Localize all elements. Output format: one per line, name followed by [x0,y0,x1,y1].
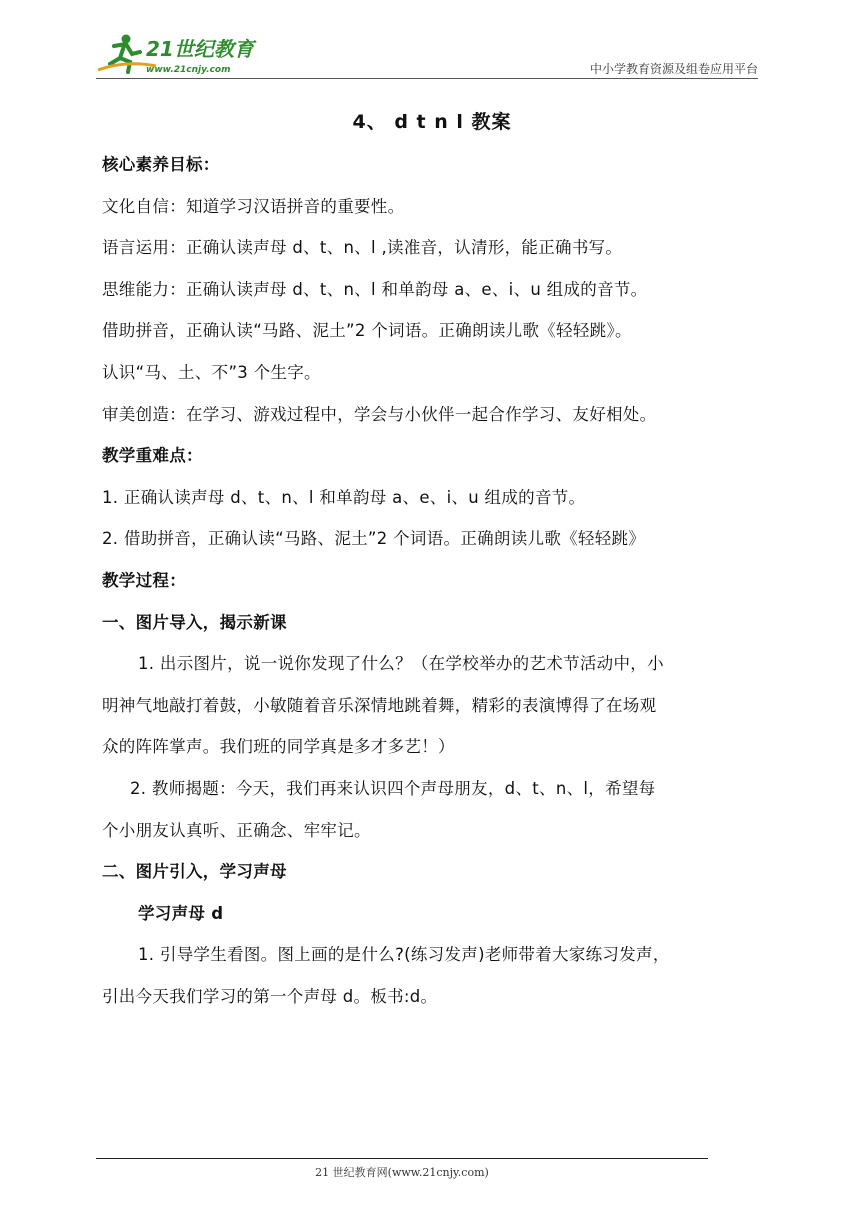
logo [96,30,266,78]
text-line: 文化自信：知道学习汉语拼音的重要性。 [102,196,405,216]
paragraph-list [102,144,762,1017]
logo-text: 21世纪教育 [146,37,254,61]
text-line: 1. 出示图片，说一说你发现了什么？（在学校举办的艺术节活动中，小 [138,654,664,674]
text-line: 二、图片引入，学习声母 [102,862,287,882]
text-line: 认识“马、土、不”3 个生字。 [102,362,321,382]
text-line: 教学重难点： [102,446,203,466]
page-footer: 21 世纪教育网(www.21cnjy.com) [315,1166,489,1179]
text-line: 核心素养目标： [102,155,220,174]
document-body [102,100,762,1017]
text-line: 语言运用：正确认读声母 d、t、n、l ,读准音，认清形，能正确书写。 [102,238,623,258]
text-line: 一、图片导入，揭示新课 [102,612,287,632]
text-line: 2. 教师揭题：今天，我们再来认识四个声母朋友，d、t、n、l，希望每 [130,778,656,798]
text-line: 2. 借助拼音，正确认读“马路、泥土”2 个词语。正确朗读儿歌《轻轻跳》 [102,529,646,549]
text-line: 个小朋友认真听、正确念、牢牢记。 [102,820,371,840]
text-line: 1. 正确认读声母 d、t、n、l 和单韵母 a、e、i、u 组成的音节。 [102,487,586,507]
text-line: 审美创造：在学习、游戏过程中，学会与小伙伴一起合作学习、友好相处。 [102,404,657,424]
text-line: 引出今天我们学习的第一个声母 d。板书:d。 [102,986,438,1006]
text-line: 学习声母 d [138,903,224,923]
page-header [96,30,758,82]
footer-divider [96,1158,708,1159]
header-platform-text: 中小学教育资源及组卷应用平台 [589,62,758,76]
text-line: 借助拼音，正确认读“马路、泥土”2 个词语。正确朗读儿歌《轻轻跳》。 [102,321,632,341]
text-line: 明神气地敲打着鼓，小敏随着音乐深情地跳着舞，精彩的表演博得了在场观 [102,695,657,715]
text-line: 教学过程： [102,570,186,590]
logo-url: www.21cnjy.com [146,65,231,75]
text-line: 1. 引导学生看图。图上画的是什么?(练习发声)老师带着大家练习发声， [138,945,670,965]
header-divider [96,78,758,79]
text-line: 思维能力：正确认读声母 d、t、n、l 和单韵母 a、e、i、u 组成的音节。 [102,279,648,299]
document-title: 4、 d t n l 教案 [352,111,512,133]
text-line: 众的阵阵掌声。我们班的同学真是多才多艺！） [102,737,455,757]
